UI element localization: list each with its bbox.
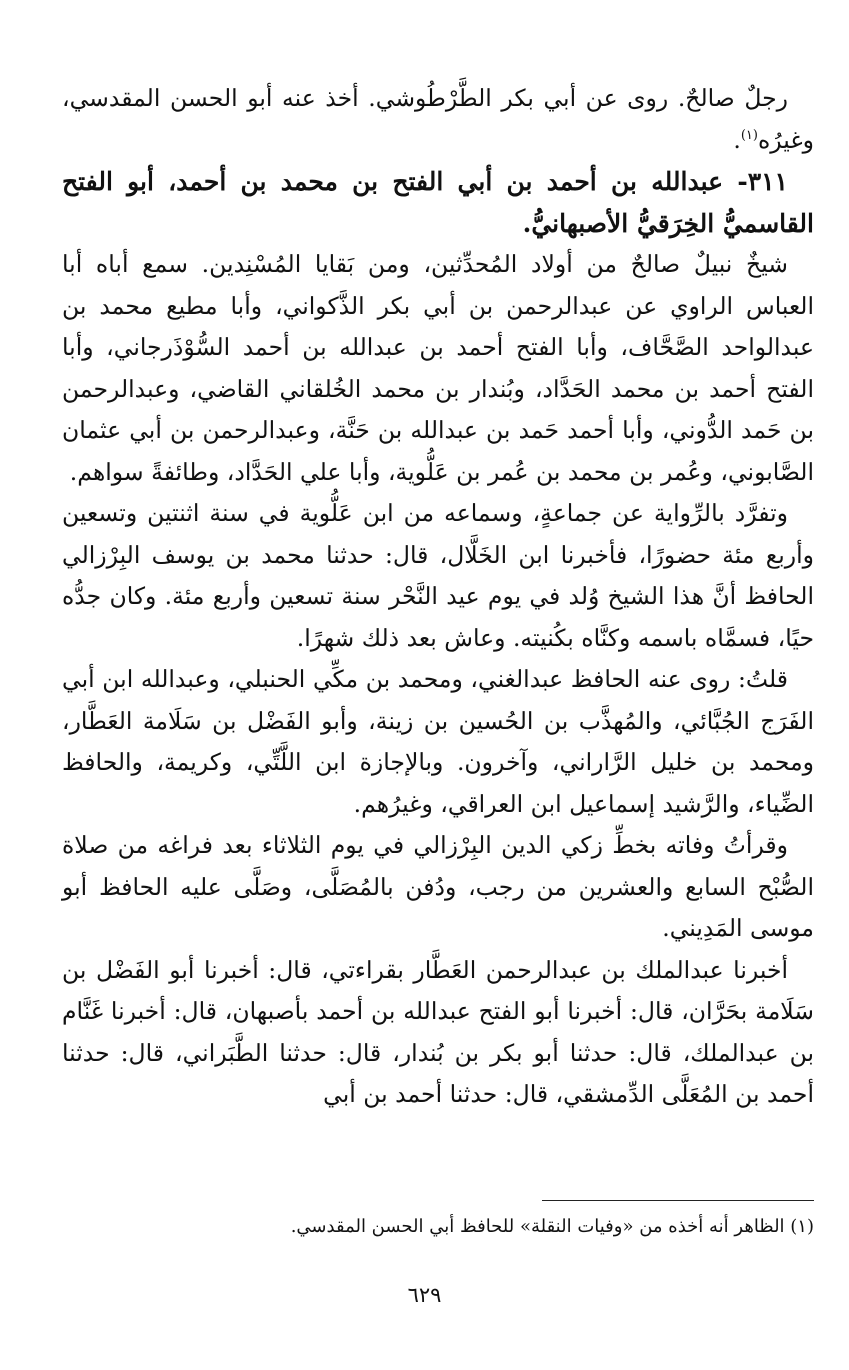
footnote: (١) الظاهر أنه أخذه من «وفيات النقلة» للحافظ أبي الحسن المقدسي. — [290, 1216, 814, 1237]
footnote-divider — [542, 1200, 814, 1201]
paragraph-death: وقرأتُ وفاته بخطِّ زكي الدين البِرْزالي في يوم الثلاثاء بعد فراغه من صلاة الصُّبْح السابع والعشرين من رجب، ودُفن بالمُصَلَّى، وصَلَّى عليه الحافظ أبو موسى المَدِيني. — [62, 831, 814, 942]
paragraph-narrators: قلتُ: روى عنه الحافظ عبدالغني، ومحمد بن مكِّي الحنبلي، وعبدالله ابن أبي الفَرَج الجُبَّائي، والمُهذَّب بن الحُسين بن زينة، وأبو الفَضْل بن سَلَامة العَطَّار، ومحمد بن خليل الرَّاراني، وآخرون. وبالإجازة ابن اللَّتِّي، وكريمة، والحافظ الضِّياء، والرَّشيد إسماعيل ابن العراقي، وغيرُهم. — [62, 665, 814, 818]
paragraph-birth: وتفرَّد بالرِّواية عن جماعةٍ، وسماعه من ابن عَلُّوية في سنة اثنتين وتسعين وأربع مئة حضورًا، فأخبرنا ابن الخَلَّال، قال: حدثنا محمد بن يوسف البِرْزالي الحافظ أنَّ هذا الشيخ وُلد في يوم عيد النَّحْر سنة تسعين وأربع مئة. وكان جدُّه حيًا، فسمَّاه باسمه وكنَّاه بكُنيته. وعاش بعد ذلك شهرًا. — [62, 499, 814, 652]
intro-end: . — [733, 125, 741, 154]
footnote-reference: (١) — [740, 127, 758, 143]
entry-heading: ٣١١- عبدالله بن أحمد بن أبي الفتح بن محمد بن أحمد، أبو الفتح القاسميُّ الخِرَقيُّ الأصبهانيُّ. — [62, 167, 814, 238]
intro-paragraph — [62, 78, 814, 161]
page-number: ٦٢٩ — [407, 1283, 442, 1307]
paragraph-biography: شيخٌ نبيلٌ صالحٌ من أولاد المُحدِّثين، ومن بَقايا المُسْنِدين. سمع أباه أبا العباس الراوي عن عبدالرحمن بن أبي بكر الذَّكواني، وأبا مطيع محمد بن عبدالواحد الصَّحَّاف، وأبا الفتح أحمد بن عبدالله بن أحمد السُّوْذَرجاني، وأبا الفتح أحمد بن محمد الحَدَّاد، وبُندار بن محمد الخُلقاني القاضي، وعبدالرحمن بن حَمد الدُّوني، وأبا أحمد حَمد بن عبدالله بن حَنَّة، وعبدالرحمن بن أبي عثمان الصَّابوني، وعُمر بن محمد بن عُمر بن عَلُّوية، وأبا علي الحَدَّاد، وطائفةً سواهم. — [62, 250, 814, 486]
intro-text: رجلٌ صالحٌ. روى عن أبي بكر الطَّرْطُوشي. أخذ عنه أبو الحسن المقدسي، وغيرُه — [62, 84, 814, 154]
paragraph-isnad: أخبرنا عبدالملك بن عبدالرحمن العَطَّار بقراءتي، قال: أخبرنا أبو الفَضْل بن سَلَامة بحَرَّان، قال: أخبرنا أبو الفتح عبدالله بن أحمد بأصبهان، قال: أخبرنا غَنَّام بن عبدالملك، قال: حدثنا أبو بكر بن بُندار، قال: حدثنا الطَّبَراني، قال: حدثنا أحمد بن المُعَلَّى الدِّمشقي، قال: حدثنا أحمد بن أبي — [62, 955, 814, 1108]
book-page-body — [62, 78, 814, 1116]
